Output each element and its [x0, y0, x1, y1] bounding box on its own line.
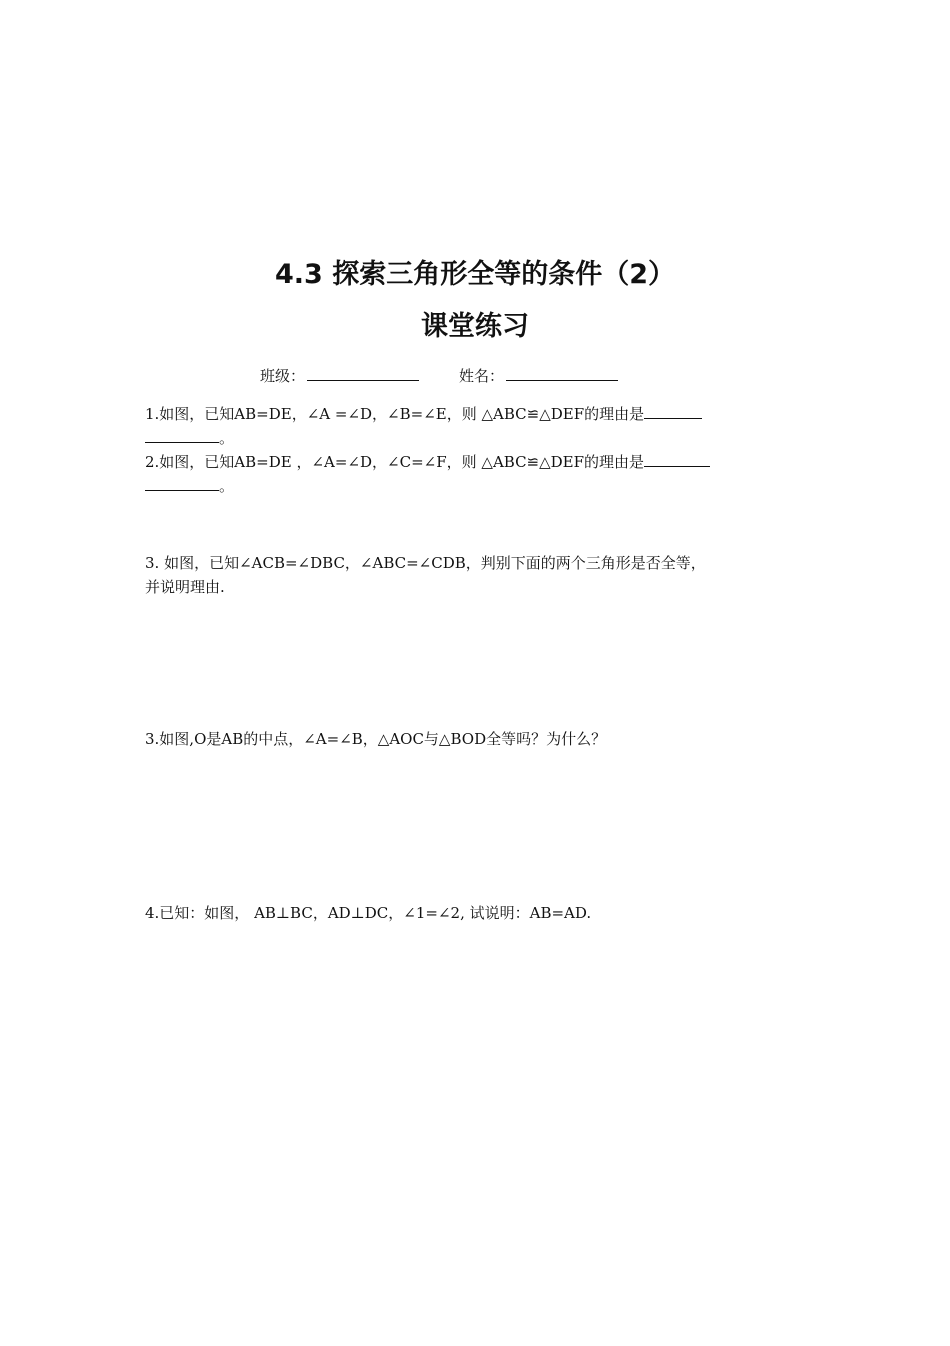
question-5-text: 4.已知：如图， AB⊥BC，AD⊥DC，∠1=∠2, 试说明：AB=AD. [145, 904, 592, 922]
question-2-end: 。 [219, 477, 235, 495]
question-2-text: 2.如图，已知AB=DE ，∠A=∠D，∠C=∠F，则 △ABC≌△DEF的理由是 [145, 453, 645, 471]
question-5 [145, 901, 825, 925]
page-title: 4.3 探索三角形全等的条件（2） [274, 259, 676, 290]
class-label: 班级： [260, 367, 306, 385]
question-4-text: 3.如图,O是AB的中点，∠A=∠B，△AOC与△BOD全等吗？为什么？ [145, 730, 607, 748]
question-2-answer-blank[interactable] [644, 451, 710, 467]
question-3-text: 3. 如图，已知∠ACB=∠DBC，∠ABC=∠CDB，判别下面的两个三角形是否全等， [145, 554, 706, 572]
page-subtitle: 课堂练习 [421, 311, 529, 342]
question-1-answer-blank-cont[interactable] [145, 427, 219, 443]
question-1-answer-blank[interactable] [644, 403, 702, 419]
question-4 [145, 727, 825, 751]
question-1-text: 1.如图，已知AB=DE，∠A =∠D，∠B=∠E，则 △ABC≌△DEF的理由是 [145, 405, 645, 423]
student-info-row [260, 364, 618, 387]
class-blank[interactable] [307, 364, 419, 381]
name-label: 姓名： [459, 367, 505, 385]
question-1-end: 。 [219, 429, 235, 447]
question-3-text-cont: 并说明理由. [145, 578, 225, 596]
name-blank[interactable] [506, 364, 618, 381]
question-3 [145, 551, 825, 599]
question-2 [145, 450, 825, 498]
question-2-answer-blank-cont[interactable] [145, 475, 219, 491]
question-1 [145, 402, 825, 450]
